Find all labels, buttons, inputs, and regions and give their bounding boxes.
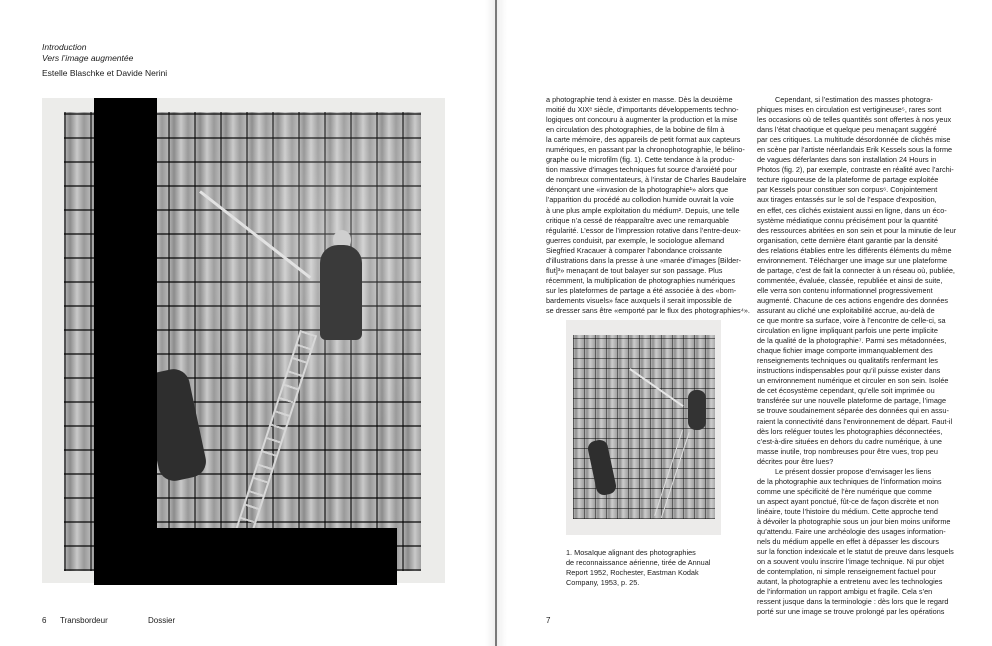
body-text-line: qu’attendu. Faire une archéologie des usages information- [757,527,946,537]
text-column-left [546,95,750,316]
footer-right-page-number: 7 [546,616,551,625]
header-title: Vers l’image augmentée [42,53,134,63]
body-text-line: de nombreux commentateurs, à l’instar de Charles Baudelaire [546,175,747,185]
body-text-line: dans l’état chaotique et quelque peu menaçant suggéré [757,125,937,135]
body-text-line: de l’information un rapport ambigu et fragile. Cela s’en [757,587,933,597]
body-text-line: un environnement numérique et circuler en son sein. Isolée [757,376,949,386]
footer-left-page-number: 6 [42,616,47,625]
body-text-line: elle verra son contenu informationnel progressivement [757,285,933,295]
page-gutter [495,0,497,646]
body-text-line: chaque fichier image comporte immanquablement des [757,346,933,356]
body-text-line: des ressources abritées en son sein et pour la minutie de leur [757,225,957,235]
body-text-line: des relations établies entre les différents éléments du même [757,245,952,255]
footer-rubric: Dossier [148,616,176,625]
body-text-line: sur la fonction indexicale et le statut de preuve dans lesquels [757,547,954,557]
body-text-line: par ces critiques. La multitude désordonnée de clichés mise [757,135,951,145]
body-text-line: Photos (fig. 2), par exemple, contraste en réalité avec l’archi- [757,165,954,175]
body-text-line: logiques ont concouru à augmenter la production et la mise [546,115,738,125]
body-text-line: se dresser sans être «emporté par le flux des photographies⁴». [546,305,750,315]
body-text-line: masse inutile, trop nombreuses pour être vues, trop peu [757,446,938,456]
body-text-line: tecture rigoureuse de la plateforme de partage exploitée [757,175,939,185]
header-authors: Estelle Blaschke et Davide Nerini [42,68,168,78]
body-text-line: de la qualité de la photographie⁷. Parmi ses métadonnées, [757,336,947,346]
small-photo-man [688,390,706,430]
body-text-line: ressent jusque dans la terminologie : dès lors que le regard [757,597,949,607]
body-text-line: aux tirages entassés sur le sol de l’espace d’exposition, [757,195,937,205]
figure-caption [566,548,710,588]
photo-man-on-ladder [320,245,362,340]
body-text-line: en effet, ces clichés existaient aussi en ligne, dans un éco- [757,205,947,215]
body-text-line: assurant au cliché une exploitabilité accrue, au-delà de [757,305,935,315]
caption-line: Report 1952, Rochester, Eastman Kodak [566,568,699,577]
body-text-line: en scène par l’artiste néerlandais Erik Kessels sous la forme [757,145,953,155]
body-text-line: on a souvent voulu inscrire l’image technique. Ni pur objet [757,557,944,567]
body-text-line: décrites pour être lues? [757,456,834,466]
body-text-line: porté sur une image se trouve prolongé par les opérations [757,607,945,617]
body-text-line: tion massive d’images techniques fut source d’anxiété pour [546,165,738,175]
body-text-line: dénonçant une «invasion de la photographie¹» alors que [546,185,729,195]
body-text-line: flut]³» menaçant de tout balayer sur son passage. Plus [546,265,723,275]
text-column-right [757,95,957,617]
body-text-line: la carte mémoire, des appareils de petit format aux capteurs [546,135,741,145]
body-text-line: a photographie tend à exister en masse. Dès la deuxième [546,95,733,104]
body-text-line: instructions indispensables pour qu’il puisse exister dans [757,366,941,376]
body-text-line: numériques, en passant par la chronophotographie, le bélino- [546,145,745,155]
drop-cap-l-vertical [94,98,157,585]
body-text-line: Siegfried Kracauer à comparer l’abondance croissante [546,245,723,255]
body-text-line: c’est-à-dire situées en dehors du cadre numérique, à une [757,436,942,446]
body-text-line: de cet écosystème cependant, qu’elle soit imprimée ou [757,386,935,396]
body-text-line: à une plus ample exploitation du médium². Depuis, une telle [546,205,740,215]
body-text-line: de partage, c’est de fait la connecter à un réseau où, publiée, [757,265,955,275]
body-text-line: régularité. L’essor de l’impression rotative dans l’entre-deux- [546,225,741,235]
body-text-line: à dévoiler la photographie sous un jour bien moins uniforme [757,516,951,526]
body-text-line: sur les plateformes de partage a été associée à des «bom- [546,285,737,295]
body-text-line: les occasions où de telles quantités sont offertes à nos yeux [757,115,952,125]
body-text-line: système médiatique connu précisément pour la quantité [757,215,938,225]
body-text-line: récemment, la multiplication de photographies numériques [546,275,736,285]
body-text-line: nels du médium appelle en effet à dépasser les discours [757,537,939,547]
body-text-line: en circulation des photographies, de la bobine de film à [546,125,725,135]
running-header [42,42,133,64]
body-text-line: moitié du XIXᵉ siècle, d’importants développements techno- [546,105,739,115]
caption-line: 1. Mosaïque alignant des photographies [566,548,696,557]
body-text-line: par Kessels pour constituer son corpus⁶. Conjointement [757,185,938,195]
caption-line: Company, 1953, p. 25. [566,578,640,587]
header-section: Introduction [42,42,87,52]
body-text-line: de la photographie aux techniques de l’information moins [757,476,942,486]
body-text-line: dès lors reléguer toutes les photographies déconnectées, [757,426,943,436]
body-text-line: comme une spécificité de l’ère numérique que comme [757,486,932,496]
body-text-line: ce que montre sa surface, voire à l’encontre de celle-ci, sa [757,316,946,326]
body-text-line: renseignements techniques ou qualitatifs renfermant les [757,356,938,366]
body-text-line: circulation en ligne impliquant parfois une perte implicite [757,326,938,336]
body-text-line: d’illustrations dans la presse à une «marée d’images [Bilder- [546,255,742,265]
drop-cap-l-horizontal [94,528,397,585]
body-text-line: se trouve soudainement séparée des données qui en assu- [757,406,949,416]
body-text-line: environnement. Télécharger une image sur une plateforme [757,255,948,265]
body-text-line: transférée sur une nouvelle plateforme de partage, l’image [757,396,947,406]
body-text-line: organisation, cette dernière étant garantie par la densité [757,235,938,245]
caption-line: de reconnaissance aérienne, tirée de Annual [566,558,711,567]
body-text-line: graphe ou le microfilm (fig. 1). Cette tendance à la produc- [546,155,735,165]
body-text-line: autant, la photographie a entretenu avec les technologies [757,577,943,587]
body-text-line: de contemplation, ni simple renseignement factuel pour [757,567,936,577]
footer-journal: Transbordeur [60,616,108,625]
body-text-line: de vagues déferlantes dans son installation 24 Hours in [757,155,937,165]
body-text-line: l’apparition du procédé au collodion humide ouvrait la voie [546,195,734,205]
body-text-line: guerres conduisit, par exemple, le sociologue allemand [546,235,725,245]
body-text-line: Le présent dossier propose d’envisager les liens [775,466,932,476]
body-text-line: Cependant, si l’estimation des masses photogra- [775,95,933,104]
body-text-line: phiques mises en circulation est vertigineuse⁵, rares sont [757,105,942,115]
body-text-line: critique n’a cessé de réapparaître avec une remarquable [546,215,729,225]
body-text-line: raient la connectivité dans l’environnement de départ. Faut-il [757,416,953,426]
body-text-line: bardements visuels» face auxquels il serait impossible de [546,295,732,305]
body-text-line: un aspect ayant ponctué, fût-ce de façon discrète et non [757,496,939,506]
body-text-line: linéaire, toute l’histoire du médium. Cette approche tend [757,506,938,516]
body-text-line: commentée, évaluée, classée, republiée et ainsi de suite, [757,275,943,285]
body-text-line: augmenté. Chacune de ces actions engendre des données [757,295,949,305]
